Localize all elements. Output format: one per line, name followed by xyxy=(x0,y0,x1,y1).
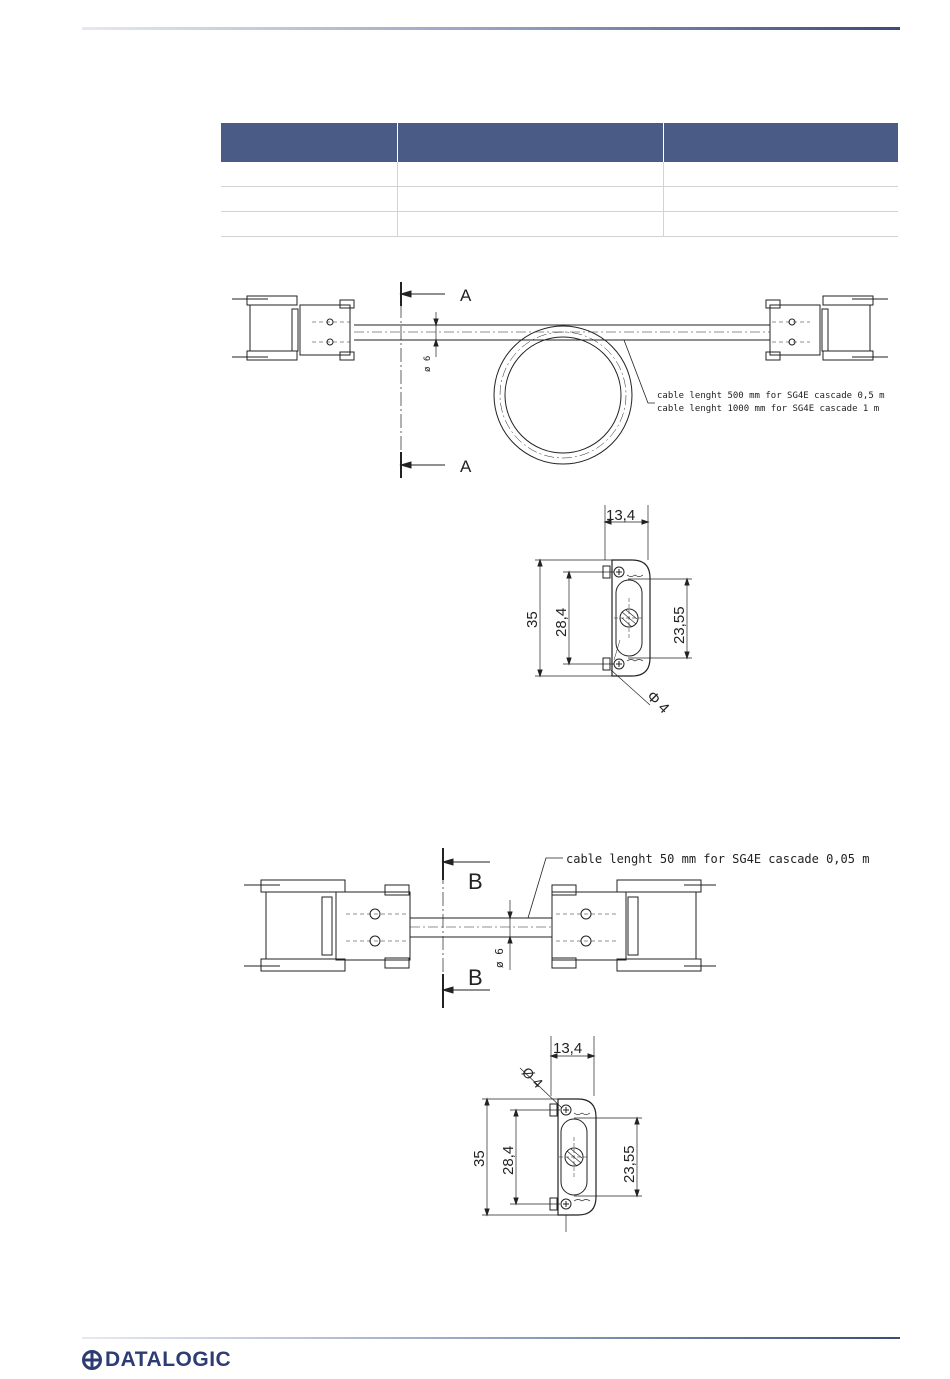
dim-width-label: 13,4 xyxy=(553,1040,583,1057)
cable-diameter-label: ø 6 xyxy=(423,355,433,372)
dim-height-label: 35 xyxy=(471,1150,488,1167)
cable-length-note-1: cable lenght 500 mm for SG4E cascade 0,5 m xyxy=(657,391,885,401)
brand-name: DATALOGIC xyxy=(105,1348,232,1371)
dim-hole-label: Ø 4 xyxy=(518,1063,547,1092)
section-view-b xyxy=(482,1036,642,1232)
section-label-top: B xyxy=(468,869,483,894)
datalogic-logo xyxy=(82,1348,231,1372)
section-label-bottom: B xyxy=(468,965,483,990)
dim-pitch-label: 23,55 xyxy=(621,1145,638,1183)
dim-inner-label: 28,4 xyxy=(500,1145,517,1175)
dim-height-label: 35 xyxy=(524,611,541,628)
section-label-bottom: A xyxy=(460,457,472,476)
footer-rule xyxy=(82,1337,900,1339)
section-label-top: A xyxy=(460,286,472,305)
right-connector-1 xyxy=(766,296,888,360)
right-connector-2 xyxy=(552,880,716,971)
datalogic-mark-icon xyxy=(82,1350,102,1370)
cable-length-note: cable lenght 50 mm for SG4E cascade 0,05 m xyxy=(566,852,870,866)
dim-pitch-label: 23,55 xyxy=(671,606,688,644)
dim-inner-label: 28,4 xyxy=(553,607,570,637)
cable-drawing-long xyxy=(232,282,888,478)
cable-length-note-2: cable lenght 1000 mm for SG4E cascade 1 m xyxy=(657,404,880,414)
cable-diameter-label: ø 6 xyxy=(493,948,506,968)
left-connector-2 xyxy=(244,880,410,971)
dim-width-label: 13,4 xyxy=(606,507,636,524)
section-view-a xyxy=(535,505,692,705)
dim-hole-label: Φ 4 xyxy=(643,687,673,718)
left-connector-1 xyxy=(232,296,354,360)
